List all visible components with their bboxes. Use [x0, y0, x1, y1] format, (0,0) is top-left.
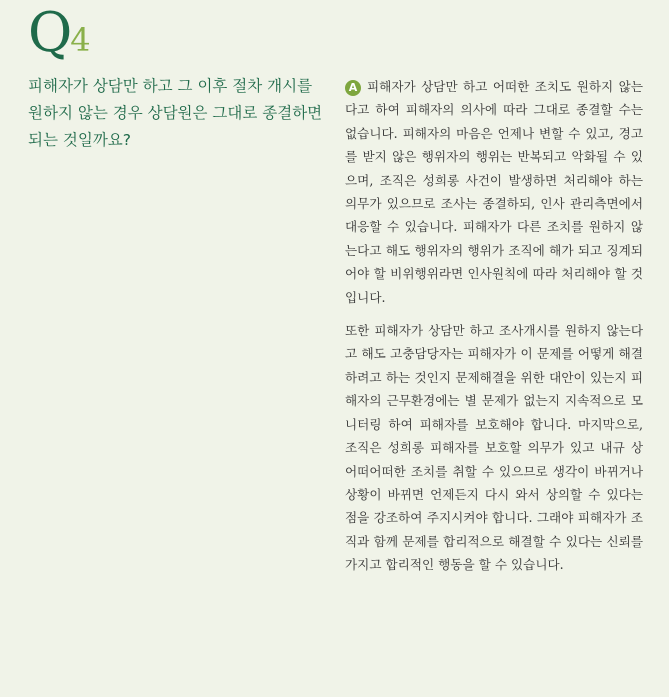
answer-badge-icon: A [345, 80, 361, 96]
question-number: 4 [70, 21, 91, 59]
question-letter: Q [28, 1, 71, 64]
answer-paragraph-1 [345, 75, 643, 309]
answer-paragraph-2: 또한 피해자가 상담만 하고 조사개시를 원하지 않는다고 해도 고충담당자는 피해자가 이 문제를 어떻게 해결하려고 하는 것인지 문제해결을 위한 대안이 있는지 피해자의 근무환경에는 별 문제가 없는지 지속적으로 모니터링 하여 피해자를 보호해야 합니다. 마지막으로, 조직은 성희롱 피해자를 보호할 의무가 있고 내규 상 어떠어떠한 조치를 취할 수 있으므로 생각이 바뀌거나 상황이 바뀌면 언제든지 다시 와서 상의할 수 있다는 점을 강조하여 주지시켜야 합니다. 그래야 피해자가 조직과 함께 문제를 합리적으로 해결할 수 있다는 신뢰를 가지고 합리적인 행동을 할 수 있습니다. [345, 323, 643, 573]
question-text: 피해자가 상담만 하고 그 이후 절차 개시를 원하지 않는 경우 상담원은 그대로 종결하면 되는 것일까요? [28, 77, 323, 149]
answer-paragraph-1-text: 피해자가 상담만 하고 어떠한 조치도 원하지 않는다고 하여 피해자의 의사에 따라 그대로 종결할 수는 없습니다. 피해자의 마음은 언제나 변할 수 있고, 경고를 받지 않은 행위자의 행위는 반복되고 악화될 수 있으며, 조직은 성희롱 사건이 발생하면 처리해야 하는 의무가 있으므로 조사는 종결하되, 인사 관리측면에서 대응할 수 있습니다. 피해자가 다른 조치를 원하지 않는다고 해도 행위자의 행위가 조직에 해가 되고 징계되어야 할 비위행위라면 인사원칙에 따라 처리해야 할 것입니다. [345, 79, 643, 305]
answer-block [345, 75, 643, 587]
question-heading [28, 1, 91, 64]
